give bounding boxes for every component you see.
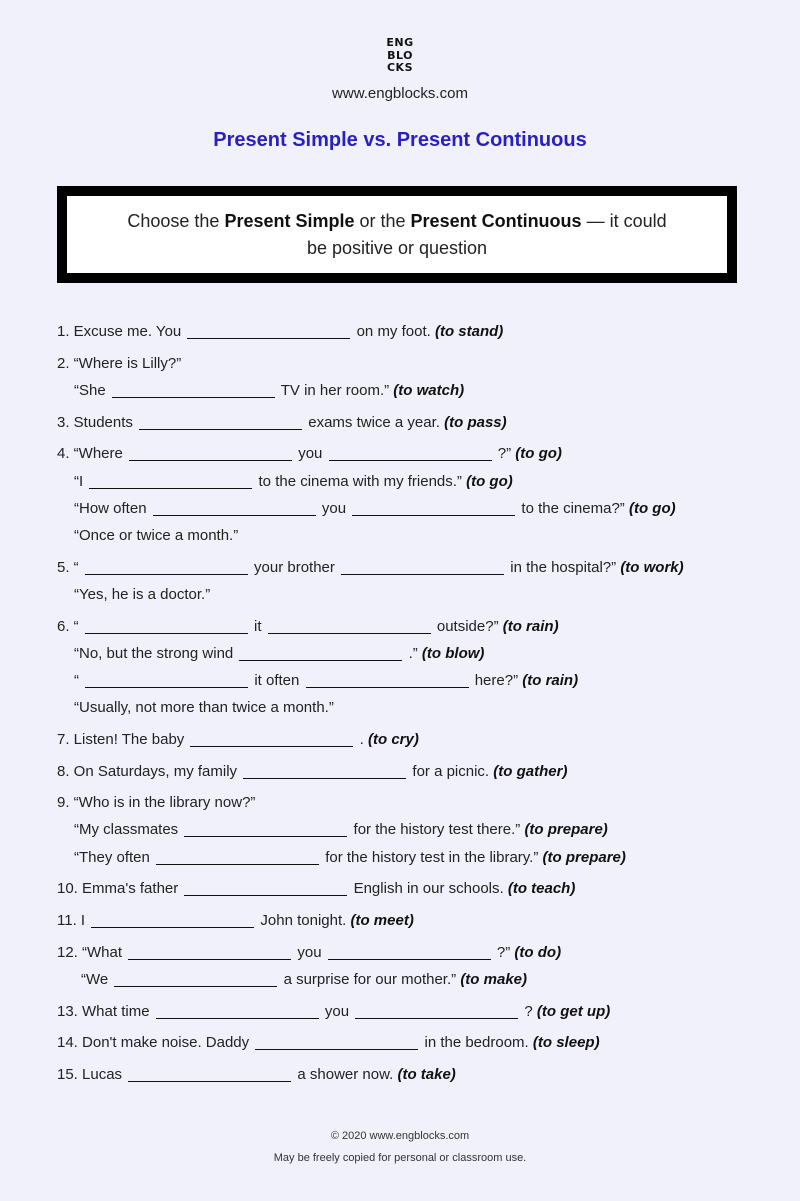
verb-hint: (to rain)	[502, 617, 559, 635]
engblocks-logo	[0, 37, 800, 75]
exercise-text: TV in her room.”	[276, 381, 394, 399]
exercise-text: ?”	[492, 943, 515, 961]
verb-hint: (to gather)	[493, 762, 568, 780]
exercise-text: you	[293, 943, 326, 961]
exercise-15	[57, 1061, 757, 1088]
logo-line: ENG	[386, 36, 414, 49]
exercise-text: “She	[74, 381, 110, 399]
exercise-11	[57, 907, 757, 934]
answer-blank[interactable]	[341, 560, 504, 575]
exercise-text: your brother	[249, 558, 340, 576]
exercise-text: 9. “Who is in the library now?”	[57, 794, 256, 812]
exercise-line	[57, 440, 757, 467]
verb-hint: (to rain)	[522, 671, 579, 689]
exercise-line	[57, 640, 757, 667]
verb-hint: (to prepare)	[524, 821, 608, 839]
verb-hint: (to prepare)	[542, 848, 626, 866]
exercise-text: 11. I	[57, 912, 90, 930]
verb-hint: (to go)	[628, 499, 676, 517]
verb-hint: (to work)	[620, 558, 684, 576]
usage-note: May be freely copied for personal or classroom use.	[273, 1152, 527, 1164]
answer-blank[interactable]	[114, 972, 277, 987]
exercise-text: “No, but the strong wind	[74, 644, 238, 662]
exercise-text: to the cinema?”	[517, 499, 629, 517]
answer-blank[interactable]	[329, 446, 492, 461]
exercise-text: 3. Students	[57, 413, 138, 431]
exercise-line	[57, 377, 757, 404]
page-title: Present Simple vs. Present Continuous	[213, 129, 587, 151]
exercise-text: 15. Lucas	[57, 1066, 127, 1084]
answer-blank[interactable]	[190, 732, 353, 747]
exercise-text: a surprise for our mother.”	[279, 970, 461, 988]
verb-hint: (to blow)	[421, 644, 485, 662]
verb-hint: (to go)	[515, 445, 562, 463]
exercise-text: 7. Listen! The baby	[57, 730, 189, 748]
exercise-line	[57, 468, 757, 495]
exercise-9	[57, 789, 757, 871]
exercise-text: .”	[404, 644, 422, 662]
exercise-line	[57, 581, 757, 608]
exercise-4	[57, 440, 757, 549]
exercise-text: “Once or twice a month.”	[74, 526, 239, 544]
answer-blank[interactable]	[156, 850, 319, 865]
answer-blank[interactable]	[184, 881, 347, 896]
exercise-text: here?”	[470, 671, 523, 689]
answer-blank[interactable]	[91, 913, 254, 928]
exercise-text: English in our schools.	[349, 880, 508, 898]
instructions-term-present-simple: Present Simple	[224, 210, 355, 231]
exercise-line	[57, 998, 757, 1025]
exercise-line	[57, 409, 757, 436]
answer-blank[interactable]	[112, 383, 275, 398]
exercise-text: ?”	[493, 445, 516, 463]
verb-hint: (to teach)	[507, 880, 576, 898]
exercise-text: to the cinema with my friends.”	[254, 472, 467, 490]
exercise-line	[57, 667, 757, 694]
exercise-text: 13. What time	[57, 1002, 154, 1020]
exercise-7	[57, 726, 757, 753]
exercise-line	[57, 694, 757, 721]
answer-blank[interactable]	[156, 1004, 319, 1019]
exercise-8	[57, 758, 757, 785]
exercise-text: you	[294, 445, 327, 463]
answer-blank[interactable]	[85, 619, 248, 634]
answer-blank[interactable]	[129, 446, 292, 461]
answer-blank[interactable]	[187, 324, 350, 339]
verb-hint: (to cry)	[368, 730, 419, 748]
exercise-line	[57, 966, 757, 993]
exercise-14	[57, 1029, 757, 1056]
exercise-text: 14. Don't make noise. Daddy	[57, 1034, 254, 1052]
exercise-list	[57, 318, 757, 1093]
exercise-text: 5. “	[57, 558, 83, 576]
exercise-text: a shower now.	[293, 1066, 398, 1084]
verb-hint: (to sleep)	[532, 1034, 600, 1052]
exercise-text: in the hospital?”	[506, 558, 621, 576]
answer-blank[interactable]	[184, 822, 347, 837]
exercise-text: 8. On Saturdays, my family	[57, 762, 242, 780]
exercise-text: John tonight.	[256, 912, 351, 930]
answer-blank[interactable]	[355, 1004, 518, 1019]
exercise-10	[57, 875, 757, 902]
exercise-line	[57, 613, 757, 640]
exercise-text: 1. Excuse me. You	[57, 323, 186, 340]
exercise-text: “They often	[74, 848, 155, 866]
exercise-text: outside?”	[432, 617, 503, 635]
exercise-12	[57, 939, 757, 993]
exercise-line	[57, 554, 757, 581]
exercise-text: “My classmates	[74, 821, 183, 839]
answer-blank[interactable]	[239, 646, 402, 661]
exercise-line	[57, 907, 757, 934]
answer-blank[interactable]	[153, 501, 316, 516]
exercise-line	[57, 789, 757, 816]
website-link[interactable]: www.engblocks.com	[332, 85, 468, 102]
exercise-line	[57, 875, 757, 902]
exercise-text: in the bedroom.	[420, 1034, 533, 1052]
answer-blank[interactable]	[89, 474, 252, 489]
exercise-text: 2. “Where is Lilly?”	[57, 354, 182, 372]
exercise-line	[57, 816, 757, 843]
answer-blank[interactable]	[85, 673, 248, 688]
exercise-text: “Yes, he is a doctor.”	[74, 585, 211, 603]
verb-hint: (to go)	[466, 472, 513, 490]
exercise-text: it often	[250, 671, 304, 689]
exercise-text: .	[355, 730, 368, 748]
answer-blank[interactable]	[139, 415, 302, 430]
answer-blank[interactable]	[128, 1067, 291, 1082]
verb-hint: (to meet)	[350, 912, 414, 930]
exercise-line	[57, 495, 757, 522]
logo-line: CKS	[386, 61, 414, 74]
exercise-text: you	[317, 499, 351, 517]
exercise-line	[57, 318, 757, 345]
answer-blank[interactable]	[128, 945, 291, 960]
exercise-text: for the history test there.”	[349, 821, 525, 839]
instructions-mid: or the	[354, 210, 411, 231]
exercise-text: you	[320, 1002, 354, 1020]
instructions-term-present-continuous: Present Continuous	[410, 210, 582, 231]
instructions-post: — it could be positive or question	[306, 210, 667, 258]
exercise-3	[57, 409, 757, 436]
answer-blank[interactable]	[352, 501, 515, 516]
exercise-5	[57, 554, 757, 608]
exercise-text: it	[249, 617, 266, 635]
exercise-text: ?	[520, 1002, 537, 1020]
exercise-text: “We	[81, 970, 113, 988]
exercise-2	[57, 350, 757, 404]
footer	[0, 1125, 800, 1169]
exercise-line	[57, 844, 757, 871]
answer-blank[interactable]	[306, 673, 469, 688]
exercise-line	[57, 939, 757, 966]
exercise-text: “How often	[74, 499, 151, 517]
exercise-line	[57, 726, 757, 753]
exercise-13	[57, 998, 757, 1025]
answer-blank[interactable]	[85, 560, 248, 575]
exercise-text: “I	[74, 472, 88, 490]
answer-blank[interactable]	[243, 764, 406, 779]
instructions-text	[117, 208, 677, 262]
exercise-line	[57, 1029, 757, 1056]
exercise-text: for the history test in the library.”	[321, 848, 543, 866]
exercise-text: “Usually, not more than twice a month.”	[74, 699, 334, 717]
exercise-6	[57, 613, 757, 722]
exercise-text: 6. “	[57, 617, 83, 635]
exercise-line	[57, 350, 757, 377]
exercise-text: 10. Emma's father	[57, 880, 183, 898]
verb-hint: (to stand)	[434, 323, 504, 340]
exercise-line	[57, 758, 757, 785]
verb-hint: (to pass)	[444, 413, 507, 431]
verb-hint: (to take)	[397, 1066, 456, 1084]
exercise-text: 4. “Where	[57, 445, 128, 463]
exercise-text: for a picnic.	[408, 762, 494, 780]
verb-hint: (to watch)	[393, 381, 465, 399]
answer-blank[interactable]	[255, 1035, 418, 1050]
exercise-text: 12. “What	[57, 943, 127, 961]
exercise-text: on my foot.	[352, 323, 435, 340]
exercise-1	[57, 318, 757, 345]
answer-blank[interactable]	[268, 619, 431, 634]
copyright-text: © 2020 www.engblocks.com	[330, 1130, 470, 1142]
exercise-text: “	[74, 671, 84, 689]
exercise-line	[57, 522, 757, 549]
logo-line: BLO	[387, 48, 413, 62]
verb-hint: (to get up)	[536, 1002, 611, 1020]
exercise-line	[57, 1061, 757, 1088]
instructions-pre: Choose the	[127, 210, 225, 231]
instructions-box	[57, 186, 737, 283]
verb-hint: (to make)	[460, 970, 527, 988]
exercise-text: exams twice a year.	[304, 413, 445, 431]
verb-hint: (to do)	[514, 943, 562, 961]
answer-blank[interactable]	[328, 945, 491, 960]
